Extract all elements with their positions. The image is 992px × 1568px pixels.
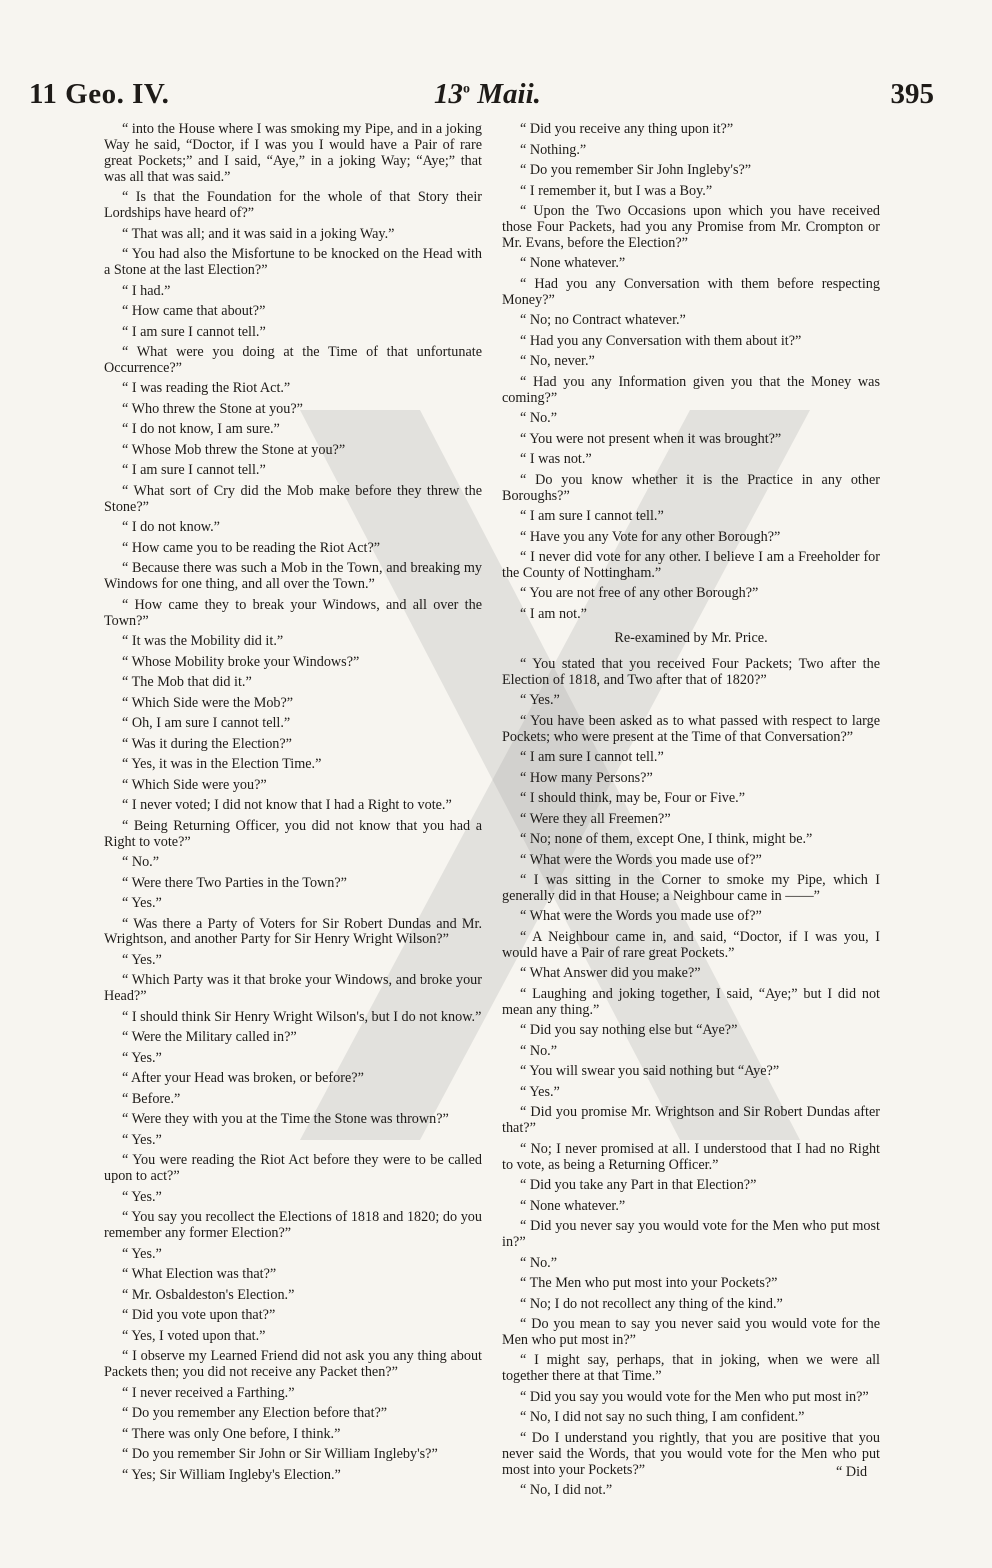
testimony-paragraph: “ You were reading the Riot Act before they were to be called upon to act?” (104, 1152, 482, 1185)
testimony-paragraph: “ I might say, perhaps, that in joking, when we were all together there at that Time.” (502, 1352, 880, 1385)
testimony-paragraph: “ That was all; and it was said in a joking Way.” (122, 225, 395, 242)
testimony-paragraph: “ Did you vote upon that?” (122, 1307, 276, 1324)
testimony-paragraph: “ No; no Contract whatever.” (520, 312, 686, 329)
testimony-paragraph: “ Whose Mob threw the Stone at you?” (122, 441, 346, 458)
testimony-paragraph: “ I should think Sir Henry Wright Wilson's, but I do not know.” (122, 1008, 482, 1025)
testimony-paragraph: “ I never voted; I did not know that I had a Right to vote.” (122, 797, 452, 814)
running-head-regnal-year: 11 Geo. IV. (29, 78, 170, 110)
testimony-paragraph: “ I am sure I cannot tell.” (122, 323, 266, 340)
testimony-paragraph: “ Because there was such a Mob in the Town, and breaking my Windows for one thing, and all over the Town.” (104, 560, 482, 593)
testimony-paragraph: “ Yes.” (122, 895, 162, 912)
testimony-paragraph: “ Do you remember Sir John Ingleby's?” (520, 162, 752, 178)
testimony-paragraph: “ You will swear you said nothing but “Aye?” (520, 1063, 780, 1080)
testimony-paragraph: “ No; none of them, except One, I think, might be.” (520, 831, 813, 848)
testimony-paragraph: “ into the House where I was smoking my Pipe, and in a joking Way he said, “Doctor, if I was you I would have a Pair of rare great Pockets;” and I said, “Aye,” in a joking Way; “Aye;” that was all that was said.” (104, 121, 482, 185)
testimony-paragraph: “ I was reading the Riot Act.” (122, 380, 291, 397)
testimony-paragraph: “ Yes, it was in the Election Time.” (122, 756, 322, 773)
testimony-paragraph: “ There was only One before, I think.” (122, 1425, 341, 1442)
testimony-paragraph: “ Who threw the Stone at you?” (122, 400, 303, 417)
testimony-paragraph: “ What were the Words you made use of?” (520, 851, 762, 868)
testimony-paragraph: “ I never did vote for any other. I believe I am a Freeholder for the County of Nottingham.” (502, 549, 880, 581)
testimony-paragraph: “ No.” (520, 1254, 558, 1271)
testimony-paragraph: “ You were not present when it was brought?” (520, 430, 782, 447)
testimony-paragraph: “ Upon the Two Occasions upon which you have received those Four Packets, had you any Promise from Mr. Crompton or Mr. Evans, before the Election?” (502, 203, 880, 251)
testimony-paragraph: “ Yes.” (520, 692, 560, 709)
testimony-paragraph: “ The Mob that did it.” (122, 674, 252, 691)
testimony-paragraph: “ Laughing and joking together, I said, “Aye;” but I did not mean any thing.” (502, 985, 880, 1018)
testimony-paragraph: “ Were there Two Parties in the Town?” (122, 874, 347, 891)
testimony-paragraph: “ No.” (520, 1042, 558, 1059)
testimony-paragraph: “ Did you say you would vote for the Men who put most in?” (520, 1388, 869, 1405)
testimony-paragraph: “ Which Side were you?” (122, 776, 267, 793)
testimony-paragraph: “ What sort of Cry did the Mob make before they threw the Stone?” (104, 482, 482, 515)
testimony-paragraph: “ Which Party was it that broke your Windows, and broke your Head?” (104, 972, 482, 1005)
testimony-paragraph: “ Yes.” (520, 1083, 560, 1100)
testimony-paragraph: “ No.” (520, 410, 558, 427)
testimony-paragraph: “ None whatever.” (520, 255, 626, 272)
testimony-paragraph: “ I am sure I cannot tell.” (122, 462, 266, 479)
testimony-paragraph: “ The Men who put most into your Pockets?” (520, 1275, 778, 1291)
testimony-paragraph: “ I remember it, but I was a Boy.” (520, 182, 713, 199)
testimony-paragraph: “ I had.” (122, 282, 171, 299)
section-heading: Re-examined by Mr. Price. (614, 629, 768, 646)
testimony-paragraph: “ No, I did not say no such thing, I am confident.” (520, 1409, 805, 1426)
testimony-paragraph: “ How came you to be reading the Riot Act?” (122, 539, 381, 556)
testimony-paragraph: “ Before.” (122, 1090, 181, 1107)
right-column (502, 122, 880, 1504)
testimony-paragraph: “ Were the Military called in?” (122, 1029, 297, 1046)
testimony-paragraph: “ I was not.” (520, 451, 592, 468)
catchword: “ Did (836, 1464, 868, 1480)
testimony-paragraph: “ You have been asked as to what passed with respect to large Pockets; who were present at the Time of that Conversation?” (502, 712, 880, 745)
running-head-date (434, 78, 541, 111)
date-month: Maii. (477, 78, 541, 110)
testimony-paragraph: “ Oh, I am sure I cannot tell.” (122, 715, 291, 732)
testimony-paragraph: “ I observe my Learned Friend did not ask you any thing about Packets then; you did not receive any Packet then?” (104, 1348, 482, 1381)
date-superscript: o (463, 81, 470, 97)
testimony-paragraph: “ I am sure I cannot tell.” (520, 749, 664, 766)
testimony-paragraph: “ I never received a Farthing.” (122, 1384, 295, 1401)
testimony-paragraph: “ What Election was that?” (122, 1266, 277, 1283)
testimony-paragraph: “ What were you doing at the Time of that unfortunate Occurrence?” (104, 344, 482, 376)
testimony-paragraph: “ You had also the Misfortune to be knocked on the Head with a Stone at the last Election?” (104, 246, 482, 279)
testimony-paragraph: “ Yes.” (122, 1245, 162, 1262)
date-number: 13 (434, 78, 463, 110)
testimony-paragraph: “ I was sitting in the Corner to smoke my Pipe, which I generally did in that House; a Neighbour came in ——” (502, 872, 880, 904)
testimony-paragraph: “ You stated that you received Four Packets; Two after the Election of 1818, and Two after that of 1820?” (502, 655, 880, 688)
testimony-paragraph: “ Yes.” (122, 1049, 162, 1066)
left-column (104, 122, 482, 1488)
testimony-paragraph: “ Whose Mobility broke your Windows?” (122, 653, 360, 670)
testimony-paragraph: “ I should think, may be, Four or Five.” (520, 790, 745, 807)
testimony-paragraph: “ Do I understand you rightly, that you are positive that you never said the Words, that you would vote for the Men who put most into your Pockets?” (502, 1429, 880, 1478)
testimony-paragraph: “ How came that about?” (122, 303, 266, 320)
testimony-paragraph: “ How many Persons?” (520, 769, 653, 786)
testimony-paragraph: “ Do you mean to say you never said you would vote for the Men who put most in?” (502, 1316, 880, 1348)
testimony-paragraph: “ Was there a Party of Voters for Sir Robert Dundas and Mr. Wrightson, and another Party for Sir Henry Wright Wilson?” (104, 915, 482, 948)
testimony-paragraph: “ I am not.” (520, 605, 587, 622)
testimony-paragraph: “ Yes.” (122, 1131, 162, 1148)
testimony-paragraph: “ I do not know.” (122, 519, 220, 536)
testimony-paragraph: “ Did you receive any thing upon it?” (520, 121, 734, 137)
testimony-paragraph: “ Nothing.” (520, 141, 587, 158)
testimony-paragraph: “ None whatever.” (520, 1197, 626, 1214)
testimony-paragraph: “ Did you take any Part in that Election?” (520, 1177, 757, 1194)
testimony-paragraph: “ Which Side were the Mob?” (122, 694, 294, 711)
testimony-paragraph: “ It was the Mobility did it.” (122, 633, 284, 650)
testimony-paragraph: “ Mr. Osbaldeston's Election.” (122, 1286, 295, 1303)
testimony-paragraph: “ Did you promise Mr. Wrightson and Sir Robert Dundas after that?” (502, 1104, 880, 1137)
testimony-paragraph: “ No; I do not recollect any thing of the kind.” (520, 1295, 783, 1312)
testimony-paragraph: “ What Answer did you make?” (520, 965, 701, 982)
testimony-paragraph: “ Yes.” (122, 1188, 162, 1205)
testimony-paragraph: “ Do you remember Sir John or Sir William Ingleby's?” (122, 1446, 438, 1463)
testimony-paragraph: “ No.” (122, 854, 160, 871)
testimony-paragraph: “ Yes, I voted upon that.” (122, 1327, 266, 1344)
testimony-paragraph: “ I am sure I cannot tell.” (520, 508, 664, 525)
testimony-paragraph: “ Had you any Conversation with them about it?” (520, 332, 802, 349)
testimony-paragraph: “ Had you any Conversation with them before respecting Money?” (502, 275, 880, 308)
testimony-paragraph: “ What were the Words you made use of?” (520, 908, 762, 925)
testimony-paragraph: “ Yes.” (122, 951, 162, 968)
testimony-paragraph: “ Did you never say you would vote for the Men who put most in?” (502, 1218, 880, 1250)
testimony-paragraph: “ No, never.” (520, 353, 595, 370)
testimony-paragraph: “ Yes; Sir William Ingleby's Election.” (122, 1466, 341, 1483)
testimony-paragraph: “ Were they with you at the Time the Stone was thrown?” (122, 1111, 449, 1128)
testimony-paragraph: “ Did you say nothing else but “Aye?” (520, 1022, 738, 1039)
testimony-paragraph: “ Being Returning Officer, you did not know that you had a Right to vote?” (104, 817, 482, 850)
testimony-paragraph: “ You say you recollect the Elections of 1818 and 1820; do you remember any former Election?” (104, 1209, 482, 1242)
testimony-paragraph: “ No, I did not.” (520, 1482, 613, 1499)
testimony-paragraph: “ Was it during the Election?” (122, 735, 292, 752)
testimony-paragraph: “ Were they all Freemen?” (520, 810, 671, 827)
page-number: 395 (890, 78, 934, 110)
testimony-paragraph: “ How came they to break your Windows, and all over the Town?” (104, 596, 482, 629)
testimony-paragraph: “ After your Head was broken, or before?” (122, 1070, 364, 1087)
testimony-paragraph: “ A Neighbour came in, and said, “Doctor, if I was you, I would have a Pair of rare great Pockets.” (502, 928, 880, 961)
testimony-paragraph: “ Do you remember any Election before that?” (122, 1405, 388, 1422)
testimony-paragraph: “ Is that the Foundation for the whole of that Story their Lordships have heard of?” (104, 189, 482, 222)
testimony-paragraph: “ You are not free of any other Borough?” (520, 585, 759, 602)
testimony-paragraph: “ Have you any Vote for any other Borough?” (520, 528, 781, 545)
testimony-paragraph: “ Do you know whether it is the Practice in any other Boroughs?” (502, 471, 880, 504)
testimony-paragraph: “ I do not know, I am sure.” (122, 421, 280, 438)
testimony-paragraph: “ Had you any Information given you that the Money was coming?” (502, 373, 880, 406)
testimony-paragraph: “ No; I never promised at all. I understood that I had no Right to vote, as being a Returning Officer.” (502, 1140, 880, 1173)
